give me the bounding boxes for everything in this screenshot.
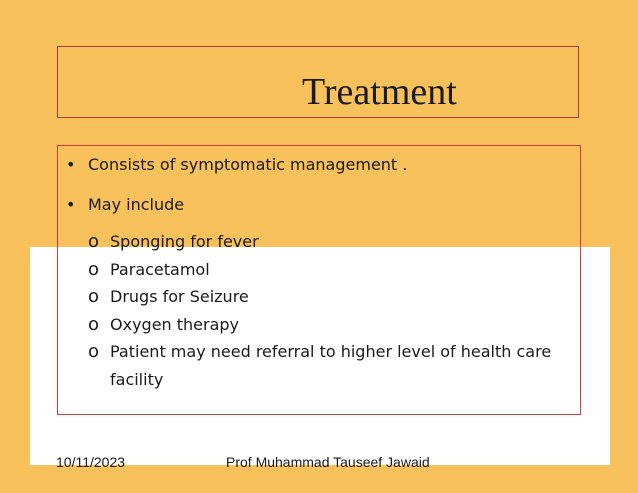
title-placeholder bbox=[57, 46, 579, 118]
sub-bullet-text: Drugs for Seizure bbox=[110, 287, 249, 306]
sub-bullet-item bbox=[88, 256, 558, 284]
sub-bullet-text: Paracetamol bbox=[110, 259, 210, 279]
bullet-list bbox=[64, 154, 564, 216]
bullet-text: Consists of symptomatic management . bbox=[88, 155, 408, 174]
bullet-text: May include bbox=[88, 195, 185, 214]
sub-bullet-marker: o bbox=[88, 313, 100, 335]
sub-bullet-item bbox=[88, 338, 558, 393]
sub-bullet-marker: o bbox=[88, 231, 100, 252]
sub-bullet-item bbox=[88, 283, 558, 311]
sub-bullet-item bbox=[88, 311, 558, 339]
footer-author: Prof Muhammad Tauseef Jawaid bbox=[226, 454, 430, 470]
bullet-item bbox=[64, 194, 564, 216]
sub-bullet-text: Sponging for fever bbox=[110, 232, 259, 251]
sub-bullet-marker: o bbox=[88, 286, 100, 307]
bullet-marker: • bbox=[66, 155, 76, 174]
sub-bullet-text: Oxygen therapy bbox=[110, 314, 240, 334]
footer-date: 10/11/2023 bbox=[56, 454, 126, 470]
sub-bullet-marker: o bbox=[88, 341, 100, 362]
bullet-marker: • bbox=[66, 195, 76, 214]
sub-bullet-text: Patient may need referral to higher level of health care facility bbox=[110, 342, 552, 389]
sub-bullet-item bbox=[88, 228, 558, 256]
sub-bullet-list bbox=[88, 228, 558, 393]
content-placeholder bbox=[57, 145, 581, 415]
slide-title: Treatment bbox=[302, 71, 457, 113]
sub-bullet-marker: o bbox=[88, 258, 100, 280]
bullet-item bbox=[64, 154, 564, 176]
